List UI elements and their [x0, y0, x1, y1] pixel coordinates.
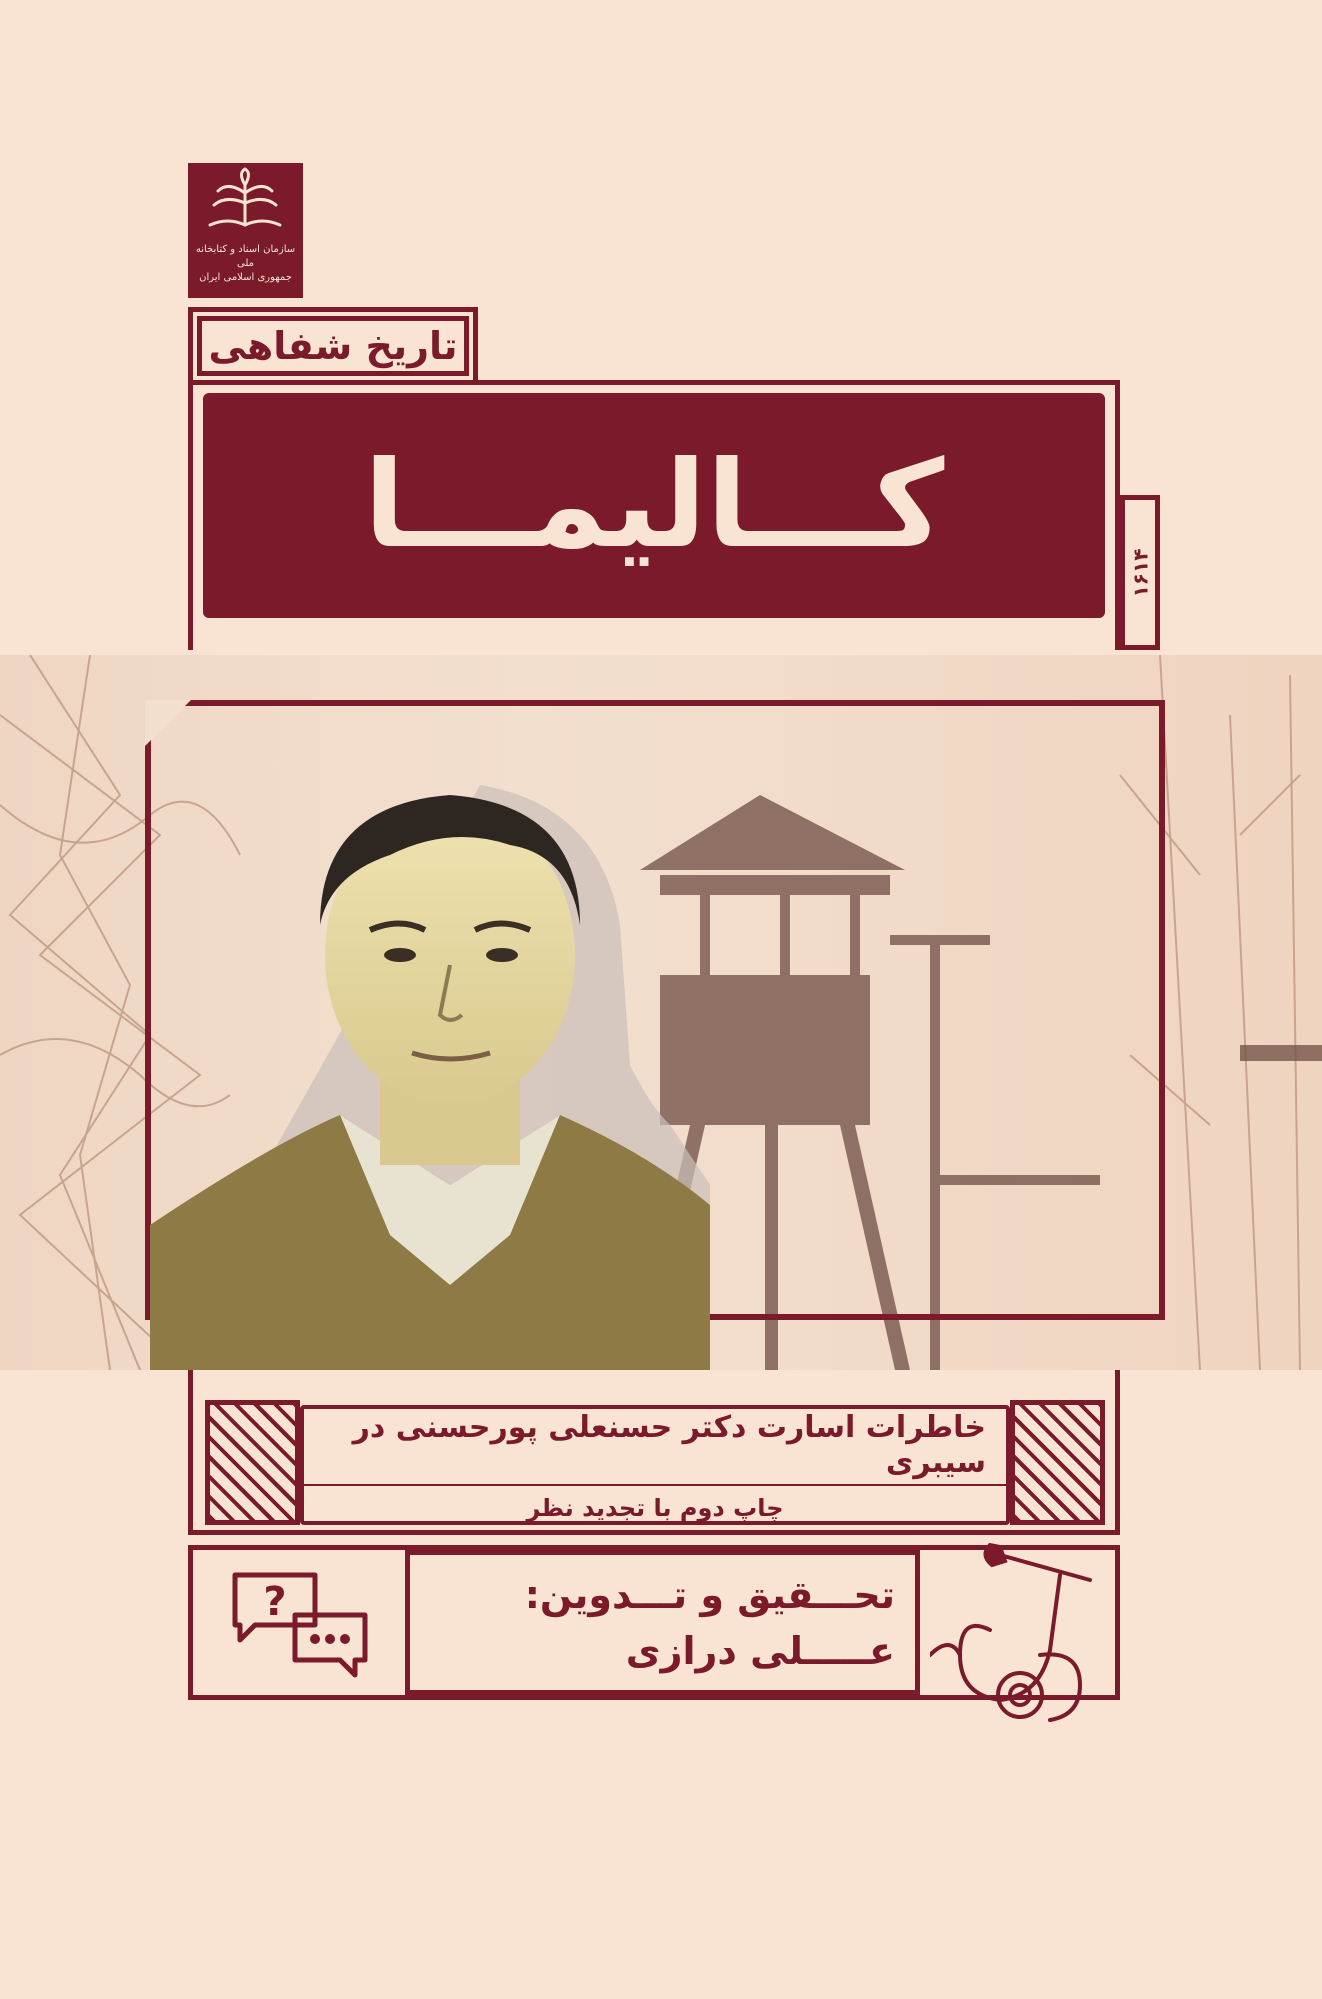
book-tree-icon: [188, 163, 303, 243]
photo-frame-corner: [145, 700, 191, 746]
series-tab: [188, 307, 478, 385]
microphone-box: [930, 1535, 1130, 1735]
hatch-right: [1010, 1400, 1105, 1525]
spine-number: ۱۶۱۴: [1128, 548, 1153, 597]
publisher-logo: [188, 163, 303, 298]
question-chat-icon: [225, 1565, 375, 1680]
publisher-name-line1: سازمان اسناد و کتابخانه ملی: [195, 244, 296, 269]
book-title: کـــالیمـــا: [363, 436, 945, 575]
portrait-illustration: [150, 765, 710, 1370]
microphone-icon: [930, 1535, 1130, 1735]
spine-tab: [1120, 495, 1160, 650]
portrait-photo: [150, 765, 710, 1370]
publisher-name-line2: جمهوری اسلامی ایران: [199, 272, 292, 283]
credits-role: تحـــقیق و تـــدوین:: [524, 1572, 895, 1617]
subtitle-box: [300, 1405, 1010, 1525]
credits-box: [405, 1550, 920, 1695]
credits-author: عـــــلی درازی: [625, 1628, 895, 1673]
series-label: تاریخ شفاهی: [208, 324, 458, 368]
subtitle-line1: خاطرات اسارت دکتر حسنعلی پورحسنی در سیبری: [304, 1406, 1006, 1486]
chat-box: [205, 1560, 395, 1685]
title-plate: [203, 393, 1105, 618]
svg-text:?: ?: [263, 1579, 287, 1625]
hatch-left: [205, 1400, 300, 1525]
subtitle-line2: چاپ دوم با تجدید نظر: [466, 1494, 843, 1524]
